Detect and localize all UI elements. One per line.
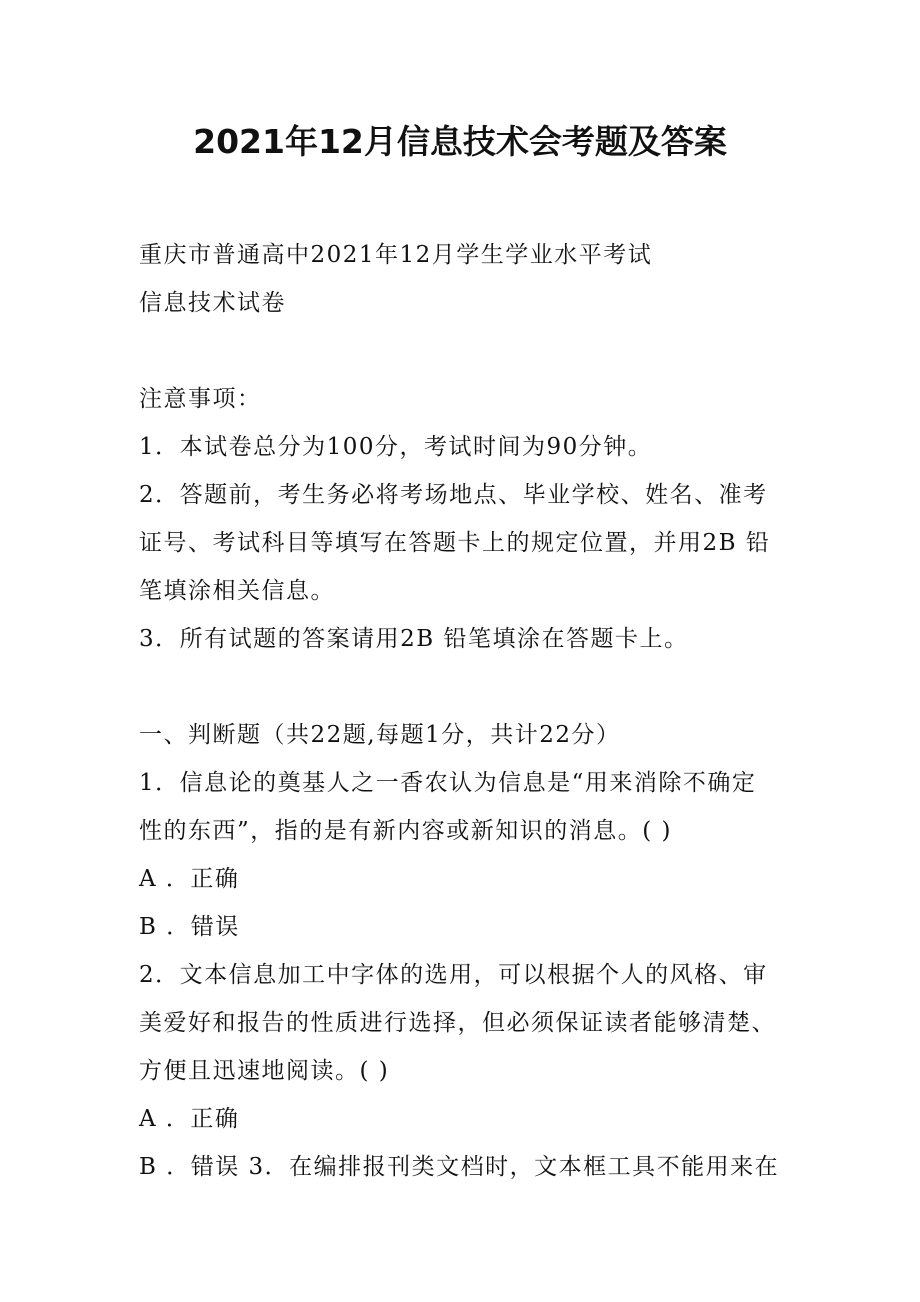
- notes-line: 证号、考试科目等填写在答题卡上的规定位置，并用2B 铅: [139, 530, 771, 556]
- option-line: B ．错误: [139, 914, 240, 940]
- option-line: A ．正确: [139, 1106, 240, 1132]
- question-line: 1．信息论的奠基人之一香农认为信息是“用来消除不确定: [139, 770, 757, 796]
- notes-heading: 注意事项：: [139, 386, 262, 412]
- option-line: A ．正确: [139, 866, 240, 892]
- question-line: 美爱好和报告的性质进行选择，但必须保证读者能够清楚、: [139, 1010, 776, 1036]
- question-line: 性的东西”，指的是有新内容或新知识的消息。( ): [139, 818, 673, 844]
- document-title: 2021年12月信息技术会考题及答案: [193, 122, 727, 161]
- exam-header-line: 信息技术试卷: [139, 290, 286, 316]
- exam-header-line: 重庆市普通高中2021年12月学生学业水平考试: [139, 242, 653, 268]
- notes-line: 1．本试卷总分为100分，考试时间为90分钟。: [139, 434, 653, 460]
- section-heading: 一、判断题（共22题,每题1分，共计22分）: [139, 722, 621, 748]
- option-line: B ．错误 3．在编排报刊类文档时，文本框工具不能用来在: [139, 1154, 780, 1180]
- notes-line: 笔填涂相关信息。: [139, 578, 335, 604]
- question-line: 方便且迅速地阅读。( ): [139, 1058, 390, 1084]
- question-line: 2．文本信息加工中字体的选用，可以根据个人的风格、审: [139, 962, 768, 988]
- notes-line: 2．答题前，考生务必将考场地点、毕业学校、姓名、准考: [139, 482, 768, 508]
- notes-line: 3．所有试题的答案请用2B 铅笔填涂在答题卡上。: [139, 626, 689, 652]
